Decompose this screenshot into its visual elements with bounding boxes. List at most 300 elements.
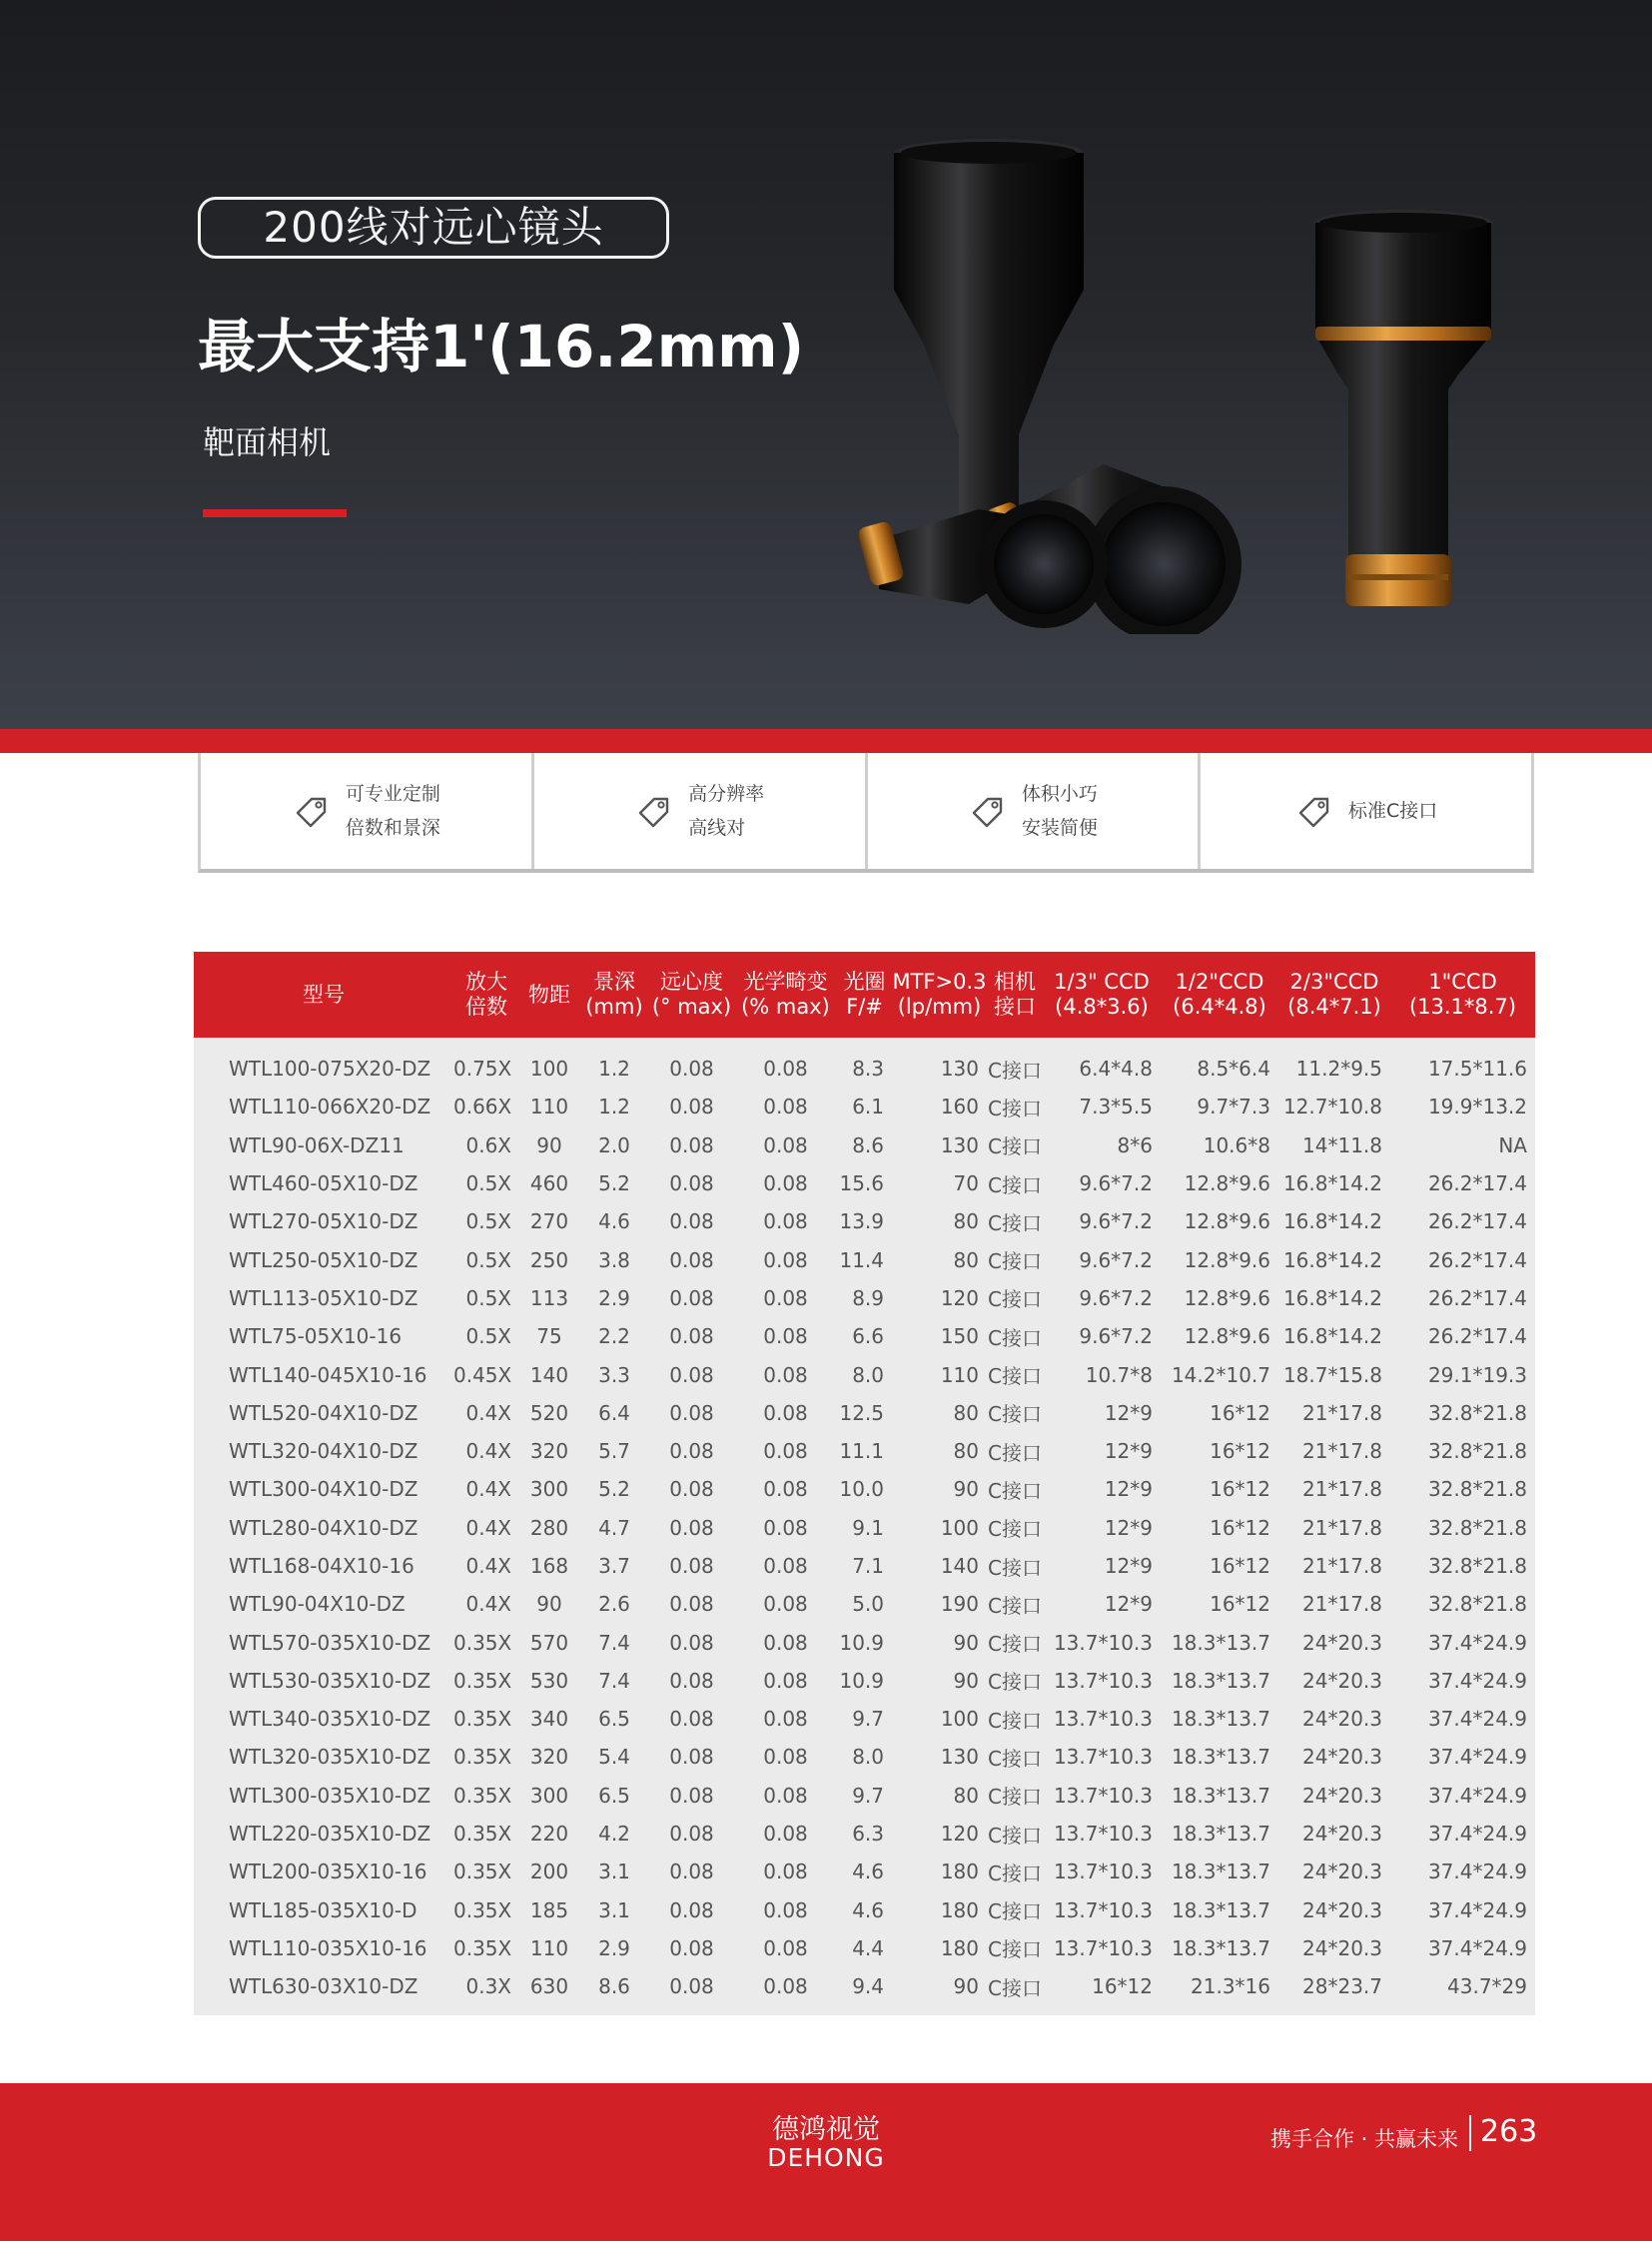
table-cell: 0.5X [465,1324,511,1349]
tag-icon [968,791,1008,831]
table-cell: 250 [529,1247,569,1272]
table-cell: 570 [529,1630,569,1655]
table-row [194,1240,1535,1278]
column-header-line2: 倍数 [465,995,507,1019]
table-cell: 0.08 [669,1707,714,1732]
table-cell: 0.4X [465,1554,511,1578]
table-cell: 13.7*10.3 [1053,1897,1153,1922]
table-cell: 3.3 [598,1362,630,1387]
table-cell: 0.45X [453,1362,512,1387]
table-cell: 24*20.3 [1302,1707,1382,1732]
column-header-line2: F/# [846,995,883,1019]
feature-line1: 体积小巧 [1021,783,1098,805]
table-cell: C接口 [988,1823,1042,1848]
table-cell: 2.0 [598,1132,630,1157]
table-cell: 0.6X [465,1132,511,1157]
table-cell: 8.6 [852,1132,884,1157]
table-cell: C接口 [988,1708,1042,1733]
table-cell: 21*17.8 [1302,1554,1382,1578]
table-cell: 0.08 [763,1400,808,1425]
table-cell: 0.08 [763,1285,808,1310]
table-cell: 16.8*14.2 [1282,1247,1382,1272]
table-row [194,1279,1535,1317]
table-cell: 9.6*7.2 [1079,1209,1153,1234]
table-cell: 2.9 [598,1285,630,1310]
table-cell: C接口 [988,1746,1042,1771]
column-header [649,952,734,1038]
table-cell: 0.5X [465,1247,511,1272]
table-cell: 0.08 [669,1477,714,1502]
table-cell: 0.08 [763,1860,808,1884]
table-cell: WTL340-035X10-DZ [229,1707,431,1732]
table-row [194,1967,1535,2005]
table-cell: 9.1 [852,1515,884,1540]
table-cell: 9.6*7.2 [1079,1171,1153,1196]
table-cell: 16*12 [1210,1400,1270,1425]
table-cell: WTL300-035X10-DZ [229,1783,431,1808]
table-cell: 0.08 [763,1554,808,1578]
table-cell: 16*12 [1092,1974,1153,1999]
table-cell: 0.08 [763,1362,808,1387]
table-cell: 8.0 [852,1745,884,1770]
table-cell: 0.35X [453,1668,512,1693]
table-cell: 200 [529,1860,569,1884]
column-header-line1: 2/3"CCD [1289,970,1379,994]
table-cell: 13.7*10.3 [1053,1707,1153,1732]
table-cell: WTL320-035X10-DZ [229,1745,431,1770]
table-cell: 320 [529,1439,569,1464]
table-cell: 180 [940,1897,979,1922]
table-cell: 0.35X [453,1745,512,1770]
column-header-line2: (lp/mm) [897,995,982,1019]
table-cell: 0.35X [453,1630,512,1655]
table-cell: WTL200-035X10-16 [229,1860,427,1884]
table-cell: 0.35X [453,1860,512,1884]
table-cell: 0.08 [763,1209,808,1234]
table-cell: 32.8*21.8 [1427,1515,1527,1540]
table-cell: 0.08 [669,1285,714,1310]
table-cell: 21*17.8 [1302,1477,1382,1502]
table-cell: C接口 [988,1593,1042,1618]
table-cell: 24*20.3 [1302,1745,1382,1770]
table-cell: C接口 [988,1899,1042,1924]
table-cell: 0.4X [465,1592,511,1617]
table-cell: 12.8*9.6 [1184,1209,1270,1234]
table-cell: 110 [529,1935,569,1960]
column-header-line1: 1"CCD [1428,970,1497,994]
table-body [194,1038,1535,2005]
table-cell: 26.2*17.4 [1427,1247,1527,1272]
table-cell: C接口 [988,1210,1042,1235]
table-cell: 530 [529,1668,569,1693]
table-cell: 0.08 [763,1897,808,1922]
spec-table [194,952,1535,2005]
table-cell: 37.4*24.9 [1427,1783,1527,1808]
table-cell: 160 [940,1095,979,1120]
table-cell: 21*17.8 [1302,1400,1382,1425]
table-cell: 0.35X [453,1897,512,1922]
page-title: 最大支持1'(16.2mm) [198,313,805,380]
table-row [194,1547,1535,1585]
tag-icon [292,791,332,831]
table-cell: 80 [953,1783,979,1808]
table-cell: 12*9 [1104,1439,1153,1464]
table-cell: 190 [940,1592,979,1617]
table-cell: C接口 [988,1402,1042,1427]
table-cell: 13.7*10.3 [1053,1630,1153,1655]
table-cell: 130 [940,1745,979,1770]
table-cell: 14*11.8 [1302,1132,1382,1157]
table-row [194,1038,1535,1088]
table-cell: C接口 [988,1478,1042,1503]
table-cell: 0.08 [763,1630,808,1655]
table-cell: 11.4 [839,1247,884,1272]
table-cell: C接口 [988,1861,1042,1885]
table-cell: WTL570-035X10-DZ [229,1630,431,1655]
table-cell: 18.3*13.7 [1171,1860,1270,1884]
feature-item-custom [201,753,534,869]
table-cell: 0.35X [453,1822,512,1847]
table-row [194,1738,1535,1776]
table-cell: 0.08 [669,1057,714,1082]
table-cell: 13.7*10.3 [1053,1668,1153,1693]
table-cell: C接口 [988,1058,1042,1083]
table-cell: 32.8*21.8 [1427,1400,1527,1425]
table-cell: 113 [529,1285,569,1310]
table-cell: 6.3 [852,1822,884,1847]
table-cell: 0.4X [465,1515,511,1540]
table-cell: 6.6 [852,1324,884,1349]
table-cell: 0.08 [763,1439,808,1464]
table-cell: C接口 [988,1134,1042,1159]
table-cell: WTL90-06X-DZ11 [229,1132,405,1157]
table-cell: 11.1 [839,1439,884,1464]
table-cell: C接口 [988,1555,1042,1580]
table-cell: 8.5*6.4 [1197,1057,1270,1082]
table-cell: 7.4 [598,1668,630,1693]
tag-icon [1294,791,1334,831]
table-cell: WTL250-05X10-DZ [229,1247,418,1272]
table-cell: 0.4X [465,1439,511,1464]
column-header-line2: (4.8*3.6) [1055,995,1149,1019]
table-cell: 37.4*24.9 [1427,1897,1527,1922]
table-cell: 16*12 [1210,1439,1270,1464]
table-cell: 12.8*9.6 [1184,1171,1270,1196]
table-cell: 26.2*17.4 [1427,1209,1527,1234]
table-cell: 340 [529,1707,569,1732]
table-cell: 13.7*10.3 [1053,1935,1153,1960]
table-cell: 4.7 [598,1515,630,1540]
table-cell: 0.08 [669,1592,714,1617]
accent-bar [203,509,347,517]
feature-line2: 倍数和景深 [345,817,440,839]
feature-item-c-mount [1201,753,1531,869]
table-cell: 24*20.3 [1302,1783,1382,1808]
table-cell: 0.35X [453,1783,512,1808]
table-cell: 0.08 [763,1095,808,1120]
table-cell: 18.3*13.7 [1171,1707,1270,1732]
table-cell: 9.7 [852,1707,884,1732]
table-cell: 90 [536,1592,562,1617]
table-cell: 19.9*13.2 [1427,1095,1527,1120]
table-cell: 18.3*13.7 [1171,1783,1270,1808]
table-cell: C接口 [988,1364,1042,1389]
table-cell: 80 [953,1400,979,1425]
table-cell: 90 [953,1668,979,1693]
table-cell: 0.08 [763,1935,808,1960]
table-cell: 110 [529,1095,569,1120]
table-cell: 130 [940,1132,979,1157]
table-cell: 90 [953,1477,979,1502]
table-cell: 2.2 [598,1324,630,1349]
table-cell: WTL320-04X10-DZ [229,1439,418,1464]
table-cell: 3.1 [598,1897,630,1922]
table-cell: 16*12 [1210,1592,1270,1617]
column-header-line2: (6.4*4.8) [1173,995,1266,1019]
column-header-line2: (13.1*8.7) [1408,995,1517,1019]
table-cell: 32.8*21.8 [1427,1477,1527,1502]
table-cell: 18.3*13.7 [1171,1822,1270,1847]
table-cell: WTL110-066X20-DZ [229,1095,431,1120]
table-cell: 0.08 [669,1247,714,1272]
tag-icon [634,791,674,831]
column-header-line1: 远心度 [660,970,723,994]
table-cell: WTL168-04X10-16 [229,1554,414,1578]
table-cell: 9.6*7.2 [1079,1324,1153,1349]
table-cell: 0.08 [669,1630,714,1655]
table-header-row [194,952,1535,1038]
footer-brand-cn: 德鸿视觉 [772,2114,880,2145]
table-cell: 0.35X [453,1935,512,1960]
column-header-line1: 物距 [528,982,570,1007]
table-cell: 8*6 [1117,1132,1153,1157]
table-cell: 16*12 [1210,1477,1270,1502]
column-header [987,952,1043,1038]
table-cell: C接口 [988,1632,1042,1657]
table-row [194,1394,1535,1432]
table-cell: 37.4*24.9 [1427,1745,1527,1770]
table-cell: 70 [953,1171,979,1196]
table-cell: 80 [953,1209,979,1234]
table-cell: 10.0 [839,1477,884,1502]
table-cell: 8.3 [852,1057,884,1082]
table-cell: WTL113-05X10-DZ [229,1285,418,1310]
table-cell: 8.0 [852,1362,884,1387]
column-header [1161,952,1278,1038]
table-cell: WTL280-04X10-DZ [229,1515,418,1540]
red-divider-band [0,729,1652,753]
page-subtitle: 靶面相机 [203,423,332,461]
table-cell: WTL140-045X10-16 [229,1362,427,1387]
table-cell: 0.08 [669,1668,714,1693]
table-cell: 0.08 [763,1057,808,1082]
table-row [194,1088,1535,1125]
table-cell: 100 [940,1707,979,1732]
table-cell: NA [1498,1132,1527,1157]
table-cell: 16.8*14.2 [1282,1171,1382,1196]
table-cell: 37.4*24.9 [1427,1860,1527,1884]
table-row [194,1929,1535,1967]
table-cell: 120 [940,1822,979,1847]
table-cell: 18.3*13.7 [1171,1630,1270,1655]
table-cell: 6.5 [598,1783,630,1808]
table-cell: C接口 [988,1937,1042,1962]
table-cell: 37.4*24.9 [1427,1630,1527,1655]
table-cell: 13.7*10.3 [1053,1783,1153,1808]
table-cell: 80 [953,1247,979,1272]
table-cell: 0.5X [465,1209,511,1234]
table-cell: 18.3*13.7 [1171,1745,1270,1770]
feature-line1: 可专业定制 [345,783,440,805]
column-header-line1: 景深 [593,970,635,994]
table-cell: 0.08 [669,1745,714,1770]
table-cell: 11.2*9.5 [1295,1057,1382,1082]
table-cell: 9.4 [852,1974,884,1999]
feature-strip [198,753,1534,873]
feature-line2: 高线对 [688,817,746,839]
column-header [1043,952,1161,1038]
column-header-line2: (% max) [741,995,830,1019]
table-cell: 0.08 [763,1745,808,1770]
feature-line1: 标准C接口 [1347,800,1438,822]
table-cell: C接口 [988,1670,1042,1695]
column-header [453,952,519,1038]
table-cell: C接口 [988,1517,1042,1542]
column-header [837,952,892,1038]
spec-table-container [194,952,1535,2015]
table-cell: C接口 [988,1172,1042,1197]
table-cell: 0.08 [669,1897,714,1922]
table-cell: 3.1 [598,1860,630,1884]
table-cell: 0.08 [763,1132,808,1157]
table-cell: 9.7*7.3 [1197,1095,1270,1120]
table-cell: 80 [953,1439,979,1464]
table-cell: 630 [529,1974,569,1999]
table-cell: 0.08 [763,1783,808,1808]
table-cell: 0.08 [763,1324,808,1349]
table-cell: 15.6 [839,1171,884,1196]
footer-slogan: 携手合作 · 共赢未来 [1270,2127,1459,2151]
table-cell: C接口 [988,1325,1042,1350]
table-cell: 280 [529,1515,569,1540]
column-header [892,952,987,1038]
table-cell: 0.08 [669,1095,714,1120]
table-cell: 6.1 [852,1095,884,1120]
table-cell: 1.2 [598,1057,630,1082]
table-cell: C接口 [988,1249,1042,1274]
column-header-line1: 相机 [994,970,1036,994]
table-cell: 0.08 [763,1668,808,1693]
table-cell: 37.4*24.9 [1427,1707,1527,1732]
table-cell: 10.9 [839,1668,884,1693]
table-cell: 150 [940,1324,979,1349]
table-cell: 29.1*19.3 [1427,1362,1527,1387]
table-cell: 110 [940,1362,979,1387]
table-cell: 0.08 [763,1515,808,1540]
table-cell: 7.4 [598,1630,630,1655]
column-header [1390,952,1535,1038]
table-cell: 0.08 [763,1822,808,1847]
table-cell: 16.8*14.2 [1282,1324,1382,1349]
table-cell: 18.3*13.7 [1171,1935,1270,1960]
table-cell: 6.4 [598,1400,630,1425]
table-cell: WTL530-035X10-DZ [229,1668,431,1693]
table-cell: 0.08 [669,1171,714,1196]
column-header-line2: (° max) [651,995,732,1019]
column-header [734,952,837,1038]
table-cell: 180 [940,1860,979,1884]
table-cell: 9.6*7.2 [1079,1285,1153,1310]
table-cell: 4.2 [598,1822,630,1847]
page-number: 263 [1480,2114,1538,2149]
table-cell: 10.9 [839,1630,884,1655]
table-cell: 0.4X [465,1400,511,1425]
table-cell: 13.7*10.3 [1053,1822,1153,1847]
column-header-line2: (8.4*7.1) [1287,995,1381,1019]
table-cell: 168 [529,1554,569,1578]
table-cell: 8.9 [852,1285,884,1310]
table-cell: 0.08 [763,1974,808,1999]
table-cell: 18.7*15.8 [1282,1362,1382,1387]
table-cell: 9.6*7.2 [1079,1247,1153,1272]
table-cell: 24*20.3 [1302,1860,1382,1884]
footer-separator [1469,2115,1471,2151]
table-cell: 0.08 [669,1554,714,1578]
table-row [194,1623,1535,1661]
table-cell: 16*12 [1210,1515,1270,1540]
table-cell: 140 [940,1554,979,1578]
table-cell: 18.3*13.7 [1171,1668,1270,1693]
table-cell: 0.08 [763,1247,808,1272]
table-cell: 26.2*17.4 [1427,1171,1527,1196]
table-cell: 32.8*21.8 [1427,1592,1527,1617]
table-row [194,1662,1535,1700]
table-cell: 26.2*17.4 [1427,1324,1527,1349]
table-cell: 5.2 [598,1171,630,1196]
table-cell: 130 [940,1057,979,1082]
table-cell: WTL110-035X10-16 [229,1935,427,1960]
table-cell: 4.4 [852,1935,884,1960]
table-cell: 9.7 [852,1783,884,1808]
table-cell: 0.08 [669,1783,714,1808]
table-cell: 37.4*24.9 [1427,1668,1527,1693]
table-cell: 12.8*9.6 [1184,1247,1270,1272]
table-cell: 16.8*14.2 [1282,1209,1382,1234]
table-cell: 12*9 [1104,1554,1153,1578]
table-cell: 270 [529,1209,569,1234]
table-cell: 26.2*17.4 [1427,1285,1527,1310]
table-cell: 0.5X [465,1285,511,1310]
table-cell: WTL185-035X10-D [229,1897,417,1922]
column-header [194,952,453,1038]
table-cell: 5.2 [598,1477,630,1502]
table-cell: 12*9 [1104,1592,1153,1617]
table-cell: WTL220-035X10-DZ [229,1822,431,1847]
table-cell: 12.8*9.6 [1184,1285,1270,1310]
table-cell: 12*9 [1104,1400,1153,1425]
table-cell: 7.1 [852,1554,884,1578]
column-header-line1: 放大 [465,970,507,994]
table-cell: 32.8*21.8 [1427,1439,1527,1464]
table-cell: 43.7*29 [1447,1974,1527,1999]
hero-tag: 200线对远心镜头 [198,197,669,259]
column-header-line1: 1/3" CCD [1054,970,1150,994]
table-cell: 24*20.3 [1302,1897,1382,1922]
table-row [194,1432,1535,1470]
table-cell: 2.9 [598,1935,630,1960]
table-cell: 2.6 [598,1592,630,1617]
table-cell: 0.08 [669,1324,714,1349]
